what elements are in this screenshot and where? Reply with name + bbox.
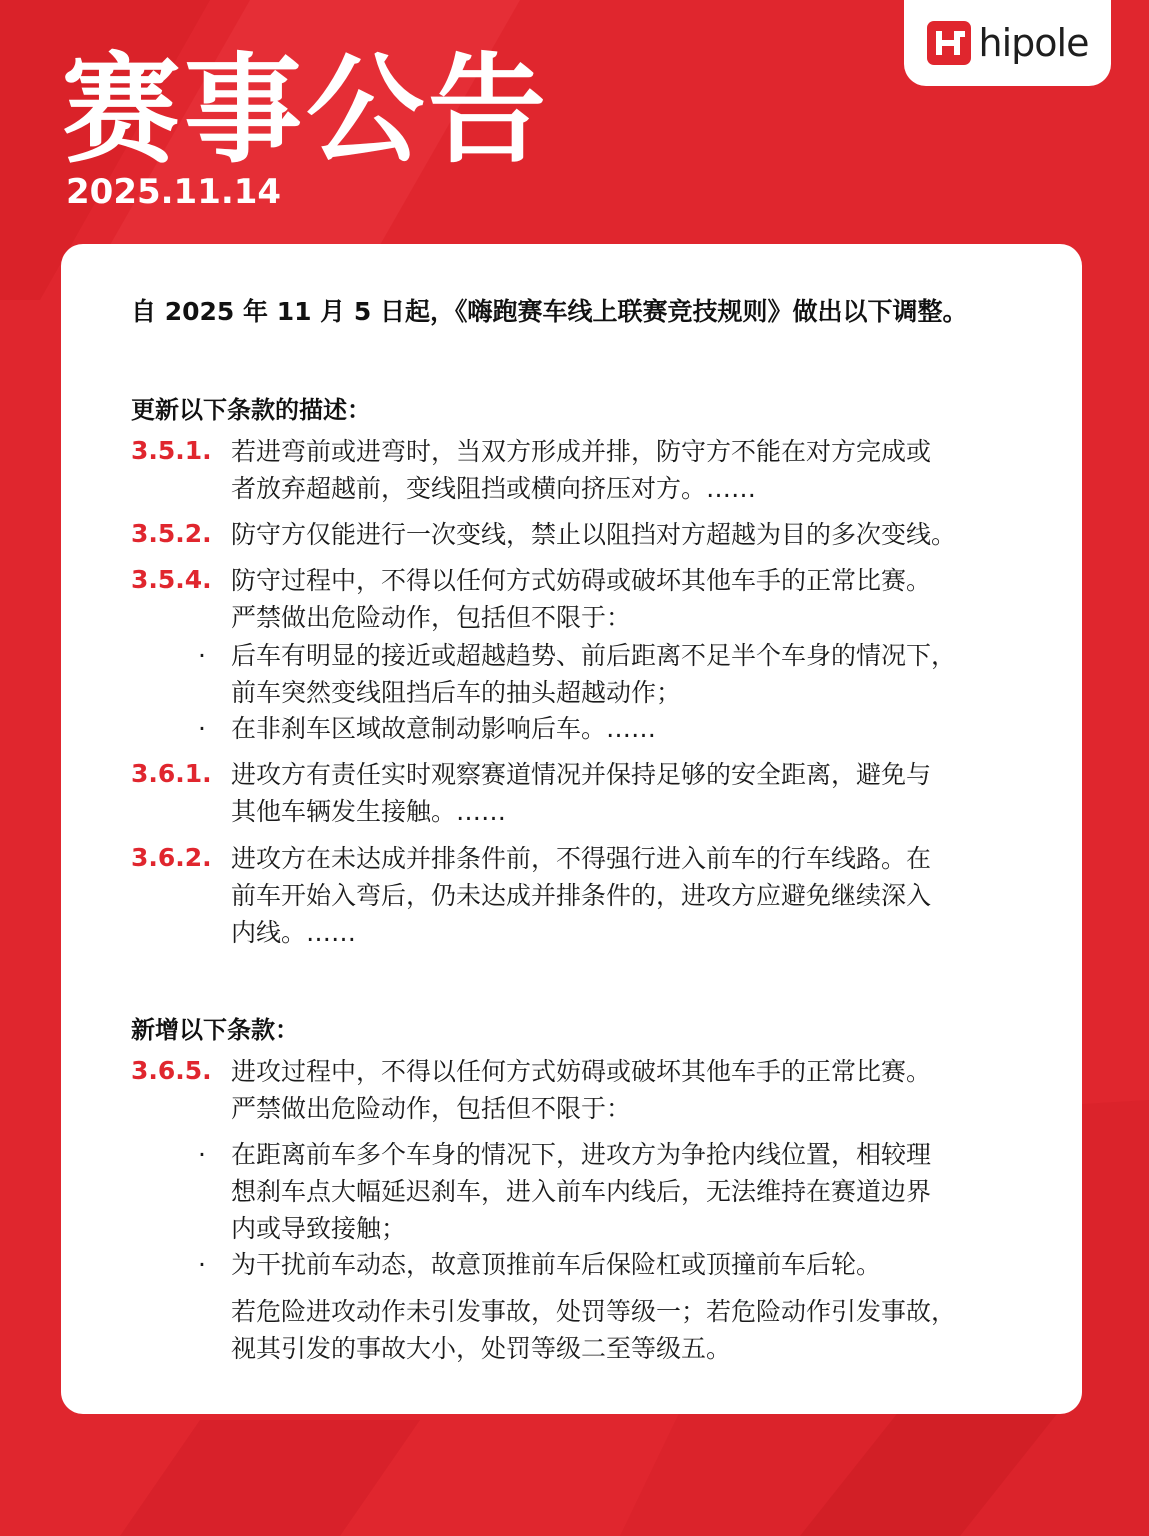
- clause-text: 防守方仅能进行一次变线，禁止以阻挡对方超越为目的多次变线。: [231, 520, 957, 549]
- bullet-dot: ·: [198, 1140, 206, 1169]
- clause-number: 3.5.1.: [131, 436, 212, 465]
- penalty-text: 若危险进攻动作未引发事故，处罚等级一；若危险动作引发事故， 视其引发的事故大小，处罚等级二至等级五。: [231, 1297, 957, 1363]
- bullet-dot: ·: [198, 641, 206, 670]
- bullet-dot: ·: [198, 1250, 206, 1279]
- bullet-text: 在非刹车区域故意制动影响后车。……: [231, 714, 657, 743]
- clause-number: 3.6.1.: [131, 759, 212, 788]
- brand-logo: [904, 0, 1111, 86]
- bullet-text: 为干扰前车动态，故意顶推前车后保险杠或顶撞前车后轮。: [231, 1250, 882, 1279]
- clause-text: 进攻方在未达成并排条件前，不得强行进入前车的行车线路。在 前车开始入弯后，仍未达成并排条件的，进攻方应避免继续深入 内线。……: [231, 844, 932, 947]
- clause-text: 防守过程中，不得以任何方式妨碍或破坏其他车手的正常比赛。 严禁做出危险动作，包括但不限于：: [231, 566, 932, 632]
- brand-name: hipole: [978, 21, 1089, 65]
- clause-number: 3.6.5.: [131, 1056, 212, 1085]
- bullet-dot: ·: [198, 714, 206, 743]
- bullet-text: 后车有明显的接近或超越趋势、前后距离不足半个车身的情况下， 前车突然变线阻挡后车的抽头超越动作；: [231, 641, 957, 707]
- added-clauses-heading: 新增以下条款：: [131, 1016, 299, 1044]
- notice-intro: 自 2025 年 11 月 5 日起，《嗨跑赛车线上联赛竞技规则》做出以下调整。: [131, 297, 968, 326]
- hipole-logo-icon: [927, 21, 971, 65]
- clause-number: 3.5.2.: [131, 519, 212, 548]
- clause-number: 3.6.2.: [131, 843, 212, 872]
- updated-clauses-heading: 更新以下条款的描述：: [131, 396, 371, 424]
- clause-text: 若进弯前或进弯时，当双方形成并排，防守方不能在对方完成或 者放弃超越前，变线阻挡或横向挤压对方。……: [231, 437, 932, 503]
- clause-text: 进攻方有责任实时观察赛道情况并保持足够的安全距离，避免与 其他车辆发生接触。……: [231, 760, 932, 826]
- clause-text: 进攻过程中，不得以任何方式妨碍或破坏其他车手的正常比赛。 严禁做出危险动作，包括但不限于：: [231, 1057, 932, 1123]
- announcement-date: 2025.11.14: [66, 172, 282, 212]
- bullet-text: 在距离前车多个车身的情况下，进攻方为争抢内线位置，相较理 想刹车点大幅延迟刹车，进入前车内线后，无法维持在赛道边界 内或导致接触；: [231, 1140, 932, 1243]
- page-title: 赛事公告: [62, 41, 551, 179]
- clause-number: 3.5.4.: [131, 565, 212, 594]
